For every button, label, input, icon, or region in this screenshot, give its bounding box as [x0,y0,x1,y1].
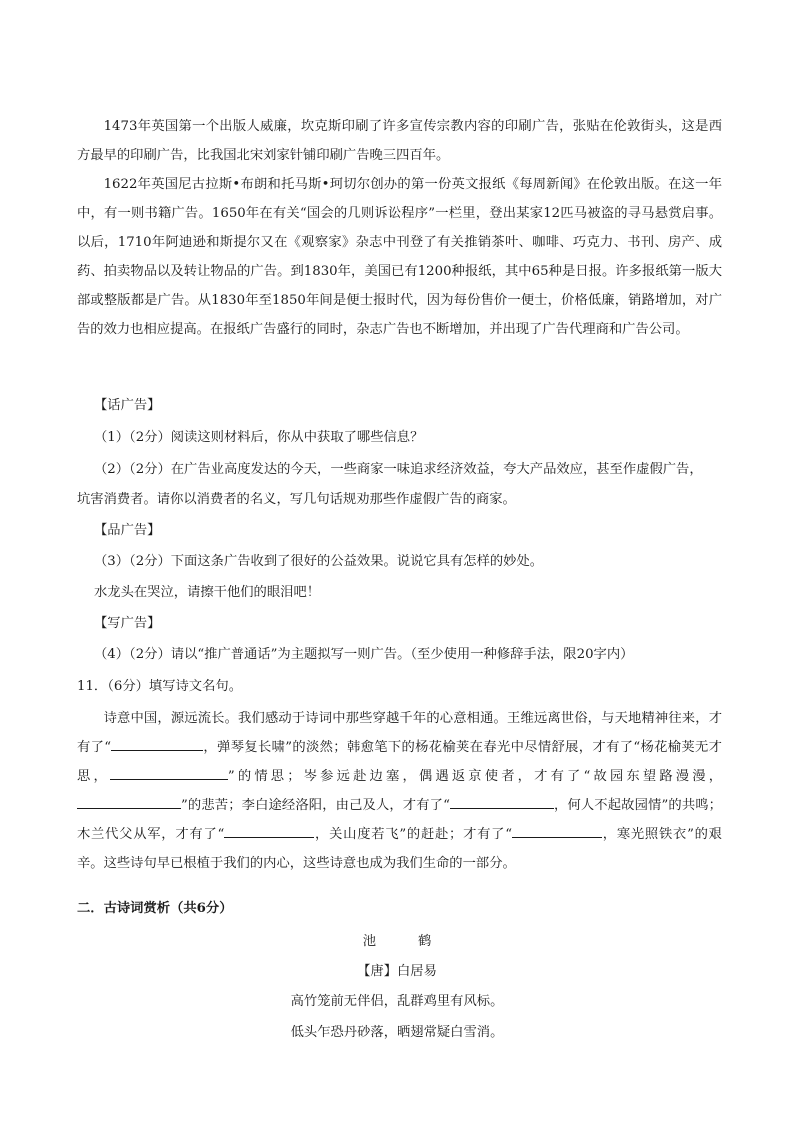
answer-blank-1[interactable] [111,736,203,751]
question-1: （1）（2分）阅读这则材料后，你从中获取了哪些信息？ [94,430,424,445]
question-3: （3）（2分）下面这条广告收到了很好的公益效果。说说它具有怎样的妙处。 [94,554,544,569]
question-2-line-1: （2）（2分）在广告业高度发达的今天，一些商家一味追求经济效益，夸大产品效应，甚至作虚假广告， [94,462,703,477]
poem-title-char-1: 池 [362,934,376,949]
answer-blank-6[interactable] [512,823,602,838]
q11-segment-3: ”的情思；岑参远赴边塞，偶遇返京使者，才有了“故园东望路漫漫， [227,769,722,784]
answer-blank-3[interactable] [77,794,181,809]
answer-blank-5[interactable] [224,823,314,838]
q11-segment-4: ”的悲苦；李白途经洛阳，由己及人，才有了“ [181,798,450,813]
section-heading-pin: 【品广告】 [94,523,161,538]
poem-author: 【唐】白居易 [357,964,437,979]
ad-text: 水龙头在哭泣，请擦干他们的眼泪吧！ [94,585,321,600]
q11-segment-6: ，关山度若飞”的赶赴；才有了“ [314,827,513,842]
poem-line-1: 高竹笼前无伴侣，乱群鸡里有风标。 [290,994,504,1009]
poem-line-2: 低头乍恐丹砂落，晒翅常疑白雪消。 [290,1025,504,1040]
q11-segment-1: 诗意中国，源远流长。我们感动于诗词中那些穿越千年的心意相通。王维远离世俗，与天地精神往来，才有了“ [77,711,722,755]
question-4: （4）（2分）请以“推广普通话”为主题拟写一则广告。（至少使用一种修辞手法，限20字内） [94,647,634,662]
section-heading-xie: 【写广告】 [94,616,161,631]
question-2-line-2: 坑害消费者。请你以消费者的名义，写几句话规劝那些作虚假广告的商家。 [77,492,516,507]
section-heading-hua: 【话广告】 [94,398,161,413]
q11-segment-2: ，弹琴复长啸”的淡然；韩愈笔下的杨花榆荚在春光中尽情舒展，才有了“杨花榆荚无才思， [77,740,722,784]
answer-blank-4[interactable] [450,794,554,809]
question-11-fill-in-text [77,704,722,878]
paragraph-1: 1473年英国第一个出版人威廉，坎克斯印刷了许多宣传宗教内容的印刷广告，张贴在伦敦街头，这是西方最早的印刷广告，比我国北宋刘家针铺印刷广告晚三四百年。 [77,119,722,163]
paragraph-2: 1622年英国尼古拉斯•布朗和托马斯•珂切尔创办的第一份英文报纸《每周新闻》在伦敦出版。在这一年中，有一则书籍广告。1650年在有关“国会的几则诉讼程序”一栏里，登出某家12匹马被盗的寻马悬赏启事。以后，1710年阿迪逊和斯提尔又在《观察家》杂志中刊登了有关推销茶叶、咖啡、巧克力、书刊、房产、成药、拍卖物品以及转让物品的广告。到1830年，美国已有1200种报纸，其中65种是日报。许多报纸第一版大部或整版都是广告。从1830年至1850年间是便士报时代，因为每份售价一便士，价格低廉，销路增加，对广告的效力也相应提高。在报纸广告盛行的同时，杂志广告也不断增加，并出现了广告代理商和广告公司。 [77,177,722,337]
q11-segment-5: ，何人不起故园情”的共鸣；木兰代父从军，才有了“ [77,798,722,842]
q11-segment-7: ，寒光照铁衣”的艰辛。这些诗句早已根植于我们的内心，这些诗意也成为我们生命的一部分。 [77,827,722,871]
poem-title [0,927,794,956]
section-2-heading: 二．古诗词赏析（共6分） [77,901,233,916]
answer-blank-2[interactable] [110,765,228,780]
question-11-heading: 11．（6分）填写诗文名句。 [77,679,242,694]
poem-title-char-2: 鹤 [418,934,432,949]
